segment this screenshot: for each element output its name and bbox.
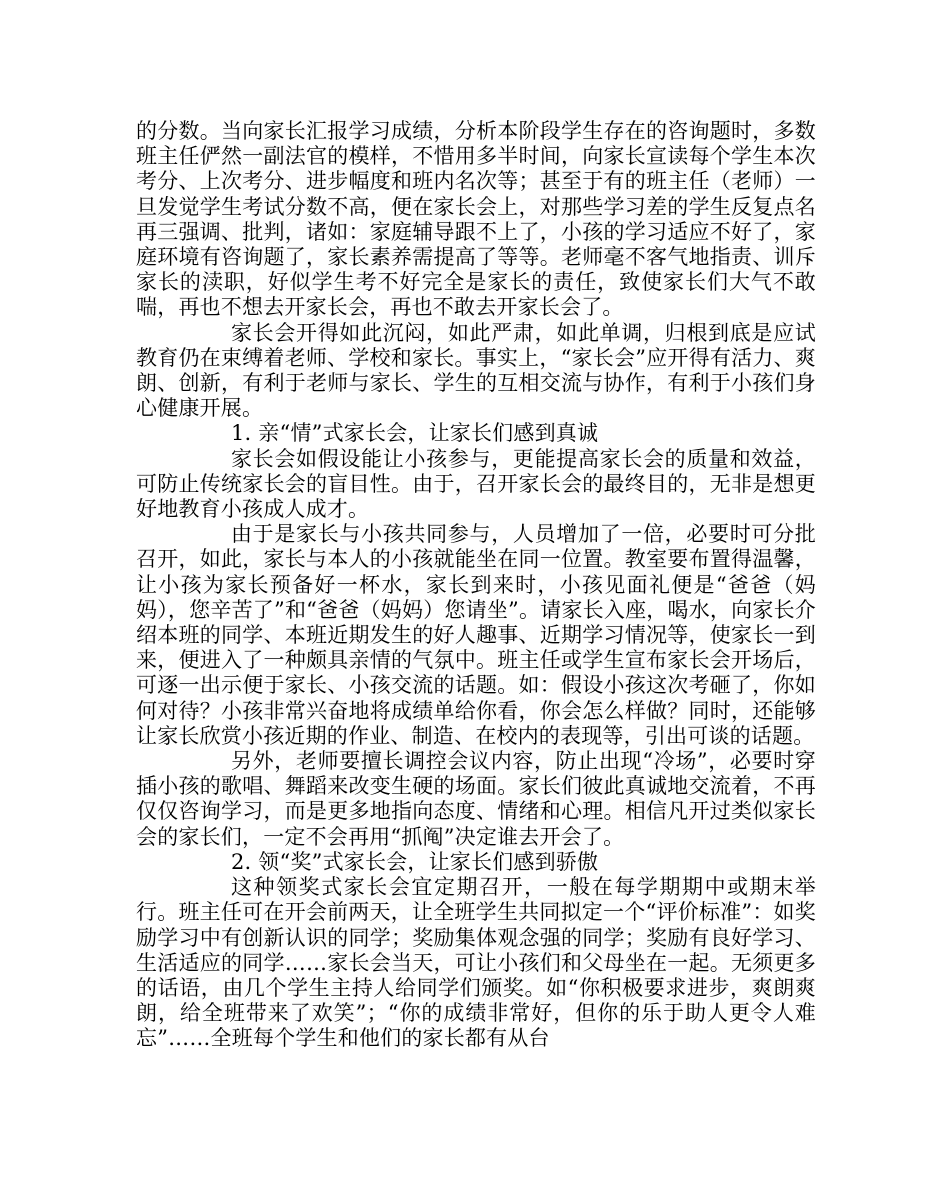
paragraph-6: 这种领奖式家长会宜定期召开，一般在每学期期中或期末举行。班主任可在开会前两天，让全班学生共同拟定一个“评价标准”：如奖励学习中有创新认识的同学；奖励集体观念强的同学；奖励有良好学习、生活适应的同学……家长会当天，可让小孩们和父母坐在一起。无须更多的话语，由几个学生主持人给同学们颁奖。如“你积极要求进步，爽朗爽朗，给全班带来了欢笑”；“你的成绩非常好，但你的乐于助人更令人难忘”……全班每个学生和他们的家长都有从台	[136, 875, 816, 1051]
section-heading-1: 1. 亲“情”式家长会，让家长们感到真诚	[231, 421, 599, 446]
paragraph-1: 的分数。当向家长汇报学习成绩，分析本阶段学生存在的咨询题时，多数班主任俨然一副法官的模样，不惜用多半时间，向家长宣读每个学生本次考分、上次考分、进步幅度和班内名次等；甚至于有的班主任（老师）一旦发觉学生考试分数不高，便在家长会上，对那些学习差的学生反复点名再三强调、批判，诸如：家庭辅导跟不上了，小孩的学习适应不好了，家庭环境有咨询题了，家长素养需提高了等等。老师毫不客气地指责、训斥家长的渎职，好似学生考不好完全是家长的责任，致使家长们大气不敢喘，再也不想去开家长会，再也不敢去开家长会了。	[136, 119, 816, 320]
document-body	[136, 119, 816, 1052]
paragraph-5: 另外，老师要擅长调控会议内容，防止出现“冷场”，必要时穿插小孩的歌唱、舞蹈来改变生硬的场面。家长们彼此真诚地交流着，不再仅仅咨询学习，而是更多地指向态度、情绪和心理。相信凡开过类似家长会的家长们，一定不会再用“抓阄”决定谁去开会了。	[136, 749, 816, 849]
section-heading-2: 2. 领“奖”式家长会，让家长们感到骄傲	[231, 849, 599, 874]
paragraph-4: 由于是家长与小孩共同参与，人员增加了一倍，必要时可分批召开，如此，家长与本人的小孩就能坐在同一位置。教室要布置得温馨，让小孩为家长预备好一杯水，家长到来时，小孩见面礼便是“爸爸（妈妈），您辛苦了”和“爸爸（妈妈）您请坐”。请家长入座，喝水，向家长介绍本班的同学、本班近期发生的好人趣事、近期学习情况等，使家长一到来，便进入了一种颇具亲情的气氛中。班主任或学生宣布家长会开场后，可逐一出示便于家长、小孩交流的话题。如：假设小孩这次考砸了，你如何对待？小孩非常兴奋地将成绩单给你看，你会怎么样做？同时，还能够让家长欣赏小孩近期的作业、制造、在校内的表现等，引出可谈的话题。	[136, 522, 816, 748]
paragraph-3: 家长会如假设能让小孩参与，更能提高家长会的质量和效益，可防止传统家长会的盲目性。由于，召开家长会的最终目的，无非是想更好地教育小孩成人成才。	[136, 446, 816, 522]
paragraph-2: 家长会开得如此沉闷，如此严肃，如此单调，归根到底是应试教育仍在束缚着老师、学校和家长。事实上，“家长会”应开得有活力、爽朗、创新，有利于老师与家长、学生的互相交流与协作，有利于小孩们身心健康开展。	[136, 320, 816, 421]
